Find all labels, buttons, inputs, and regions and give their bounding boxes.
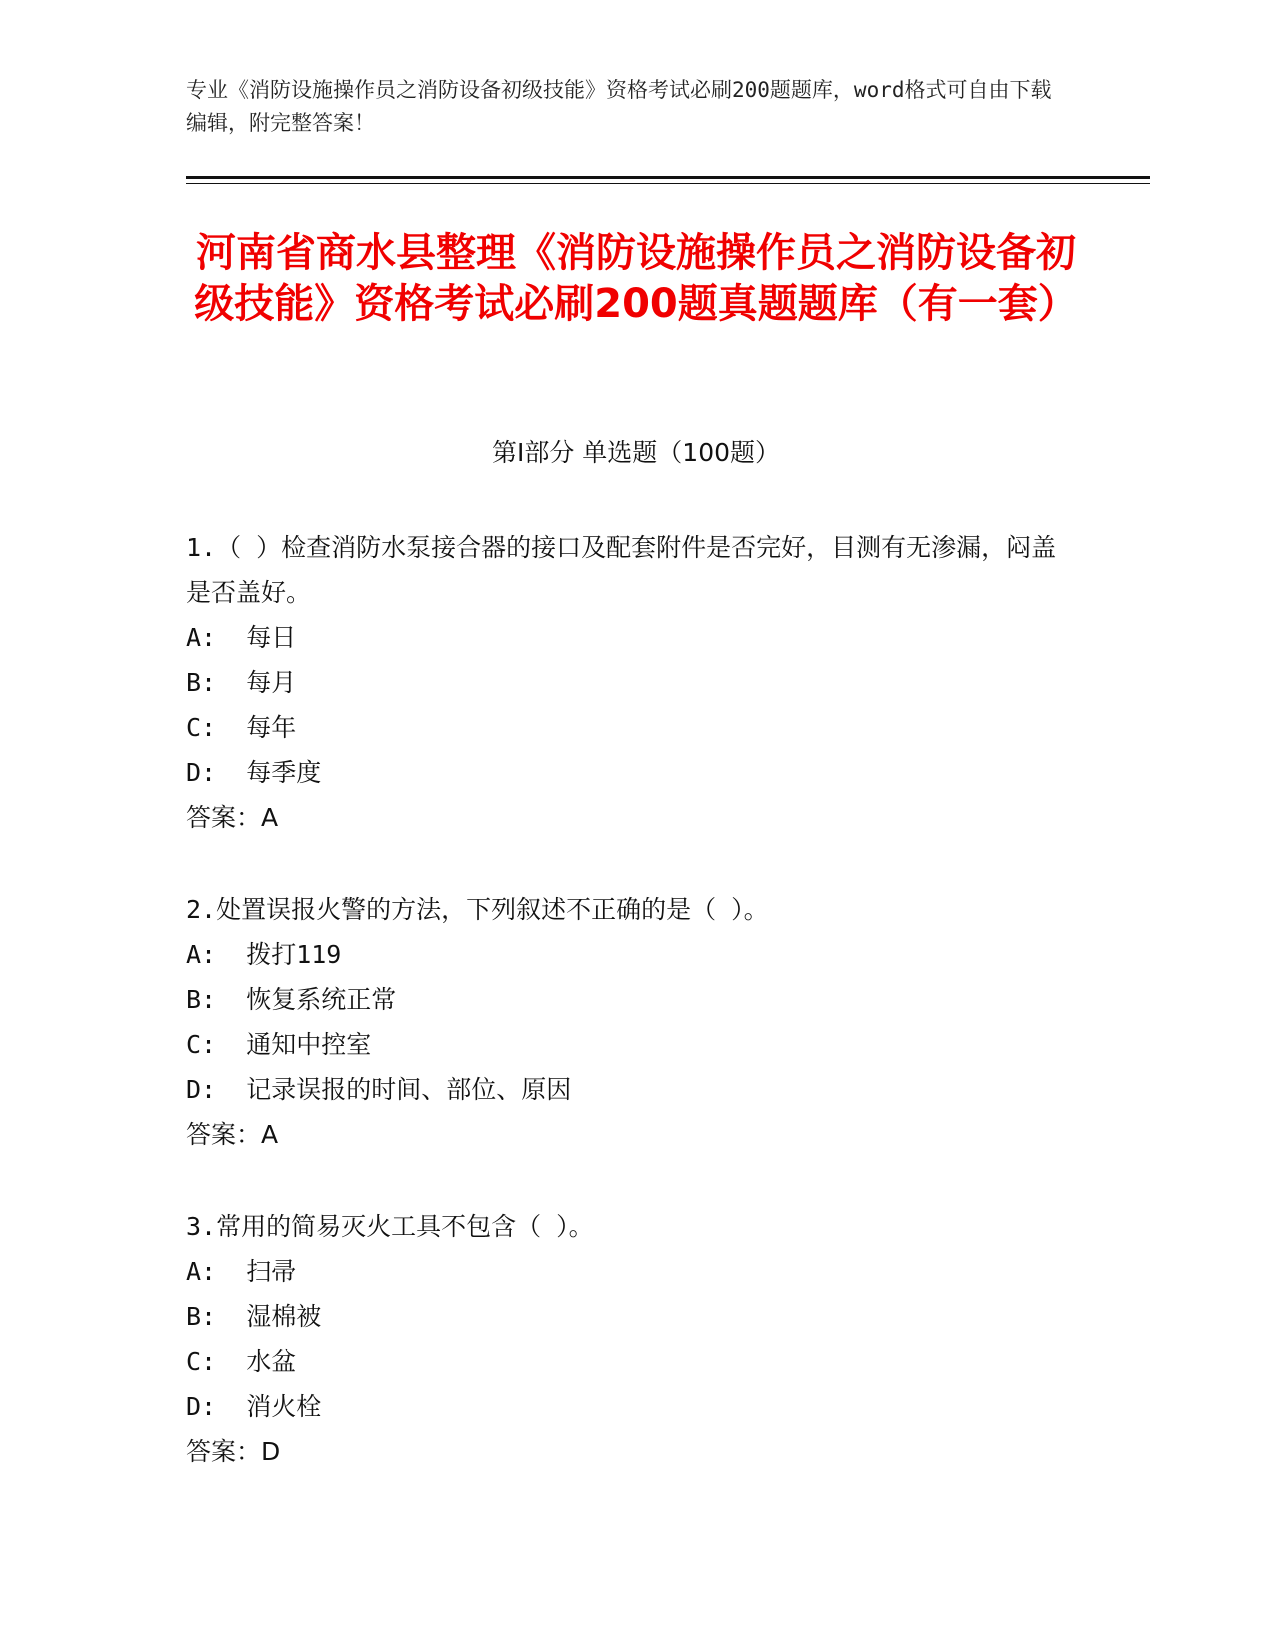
answer-line: 答案：A (186, 1120, 279, 1149)
header-divider-thin (186, 183, 1150, 184)
question-item (186, 525, 1066, 840)
option-a: A: 拨打119 (186, 940, 342, 969)
answer-line: 答案：A (186, 803, 279, 832)
option-c: C: 通知中控室 (186, 1030, 372, 1059)
question-stem: 1.（ ）检查消防水泵接合器的接口及配套附件是否完好，目测有无渗漏，闷盖是否盖好。 (186, 533, 1057, 607)
question-list (186, 525, 1066, 1521)
option-b: B: 每月 (186, 668, 297, 697)
option-a: A: 每日 (186, 623, 297, 652)
option-c: C: 每年 (186, 713, 297, 742)
option-b: B: 恢复系统正常 (186, 985, 397, 1014)
header-note: 专业《消防设施操作员之消防设备初级技能》资格考试必刷200题题库，word格式可自由下载编辑，附完整答案！ (186, 78, 1052, 135)
header-divider-thick (186, 176, 1150, 179)
question-item (186, 887, 1066, 1157)
option-d: D: 每季度 (186, 758, 322, 787)
section-title: 第I部分 单选题（100题） (491, 438, 781, 467)
question-stem: 2.处置误报火警的方法，下列叙述不正确的是（ ）。 (186, 895, 769, 924)
answer-line: 答案：D (186, 1437, 281, 1466)
question-stem: 3.常用的简易灭火工具不包含（ ）。 (186, 1212, 594, 1241)
option-a: A: 扫帚 (186, 1257, 297, 1286)
document-title: 河南省商水县整理《消防设施操作员之消防设备初级技能》资格考试必刷200题真题题库（有一套） (194, 230, 1078, 327)
question-item (186, 1204, 1066, 1474)
option-c: C: 水盆 (186, 1347, 297, 1376)
option-d: D: 消火栓 (186, 1392, 322, 1421)
option-d: D: 记录误报的时间、部位、原因 (186, 1075, 572, 1104)
option-b: B: 湿棉被 (186, 1302, 322, 1331)
